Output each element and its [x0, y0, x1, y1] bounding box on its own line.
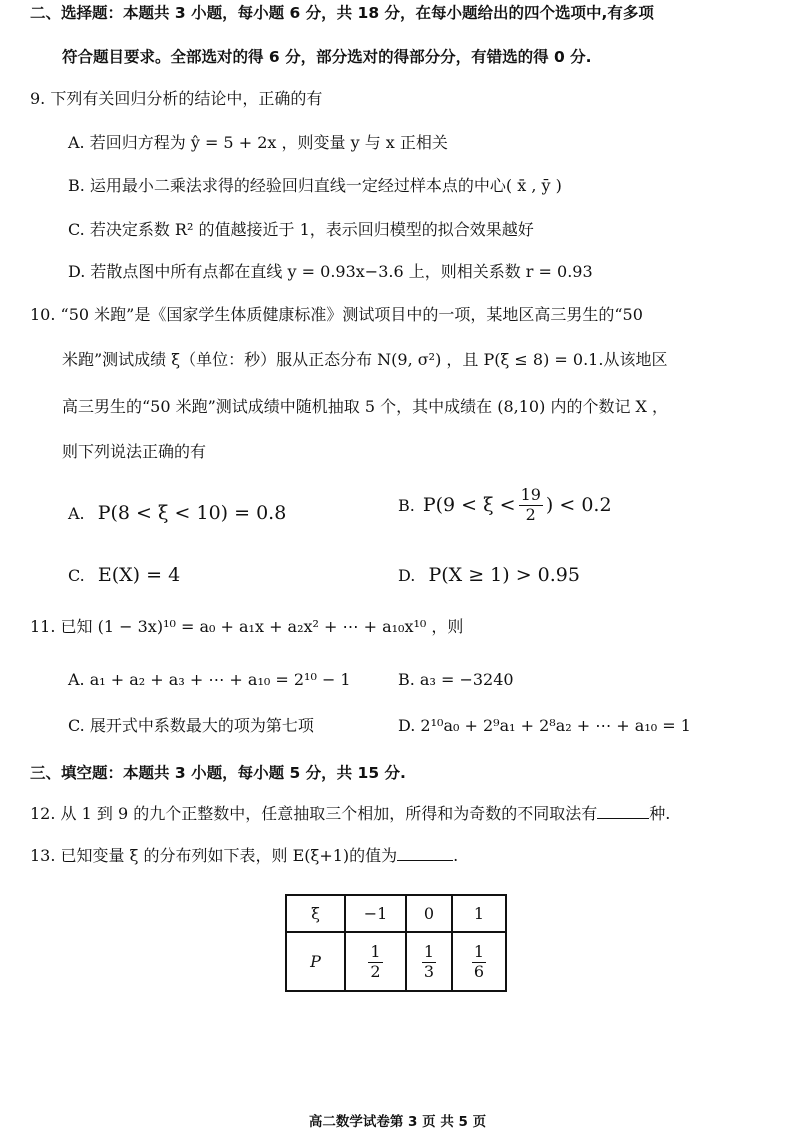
fraction-denominator: 6	[473, 962, 485, 981]
option-letter: C.	[68, 566, 85, 585]
question-9-stem: 9. 下列有关回归分析的结论中，正确的有	[30, 89, 323, 108]
option-expression-start: P(9 < ξ <	[422, 493, 516, 516]
probability-label: P	[310, 951, 321, 971]
question-11-stem: 11. 已知 (1 − 3x)¹⁰ = a₀ + a₁x + a₂x² + ⋯ + a₁₀x¹⁰ ，则	[30, 617, 464, 636]
table-cell: −1	[345, 895, 406, 932]
fraction-numerator: 1	[473, 942, 485, 962]
table-cell: 0	[406, 895, 452, 932]
fraction-numerator: 1	[423, 942, 435, 962]
question-10-line-4: 则下列说法正确的有	[62, 442, 207, 461]
option-expression-end: ) < 0.2	[545, 493, 612, 516]
question-12	[30, 804, 670, 823]
question-12-text: 12. 从 1 到 9 的九个正整数中，任意抽取三个相加，所得和为奇数的不同取法有	[30, 804, 598, 823]
question-11-option-c: C. 展开式中系数最大的项为第七项	[68, 716, 314, 735]
fraction-denominator: 2	[370, 962, 381, 981]
fraction	[472, 944, 486, 981]
option-expression: P(8 < ξ < 10) = 0.8	[97, 502, 287, 524]
fraction	[519, 487, 543, 524]
question-10-line-1: 10. “50 米跑”是《国家学生体质健康标准》测试项目中的一项，某地区高三男生的“50	[30, 305, 643, 324]
answer-blank	[397, 860, 453, 861]
question-9-option-b: B. 运用最小二乘法求得的经验回归直线一定经过样本点的中心( x̄ , ȳ )	[68, 176, 562, 195]
fraction	[368, 944, 382, 981]
option-letter: D.	[398, 566, 416, 585]
fraction-numerator: 1	[370, 942, 381, 962]
question-10-line-3: 高三男生的“50 米跑”测试成绩中随机抽取 5 个，其中成绩在 (8,10) 内的个数记 X ，	[62, 397, 669, 416]
question-9-option-a: A. 若回归方程为 ŷ = 5 + 2x ，则变量 y 与 x 正相关	[68, 133, 448, 152]
table-cell	[406, 932, 452, 991]
table-cell	[286, 932, 345, 991]
answer-blank	[597, 818, 649, 819]
distribution-table	[285, 894, 507, 992]
question-13-text: 13. 已知变量 ξ 的分布列如下表，则 E(ξ+1)的值为	[30, 846, 398, 865]
question-10-option-b	[398, 487, 612, 524]
question-10-line-2: 米跑”测试成绩 ξ（单位：秒）服从正态分布 N(9, σ²) ，且 P(ξ ≤ 8) = 0.1.从该地区	[62, 350, 668, 369]
question-12-suffix: 种.	[649, 804, 671, 823]
table-row	[286, 932, 506, 991]
question-9-option-d: D. 若散点图中所有点都在直线 y = 0.93x−3.6 上，则相关系数 r = 0.93	[68, 262, 593, 281]
question-9-option-c: C. 若决定系数 R² 的值越接近于 1，表示回归模型的拟合效果越好	[68, 220, 534, 239]
section-3-heading: 三、填空题：本题共 3 小题，每小题 5 分，共 15 分.	[30, 764, 406, 782]
section-2-instructions: 符合题目要求。全部选对的得 6 分，部分选对的得部分分，有错选的得 0 分.	[62, 48, 592, 66]
question-10-option-d	[398, 564, 580, 587]
table-cell	[452, 932, 506, 991]
option-letter: B.	[398, 495, 415, 515]
option-letter: A.	[68, 504, 85, 523]
question-11-option-d: D. 2¹⁰a₀ + 2⁹a₁ + 2⁸a₂ + ⋯ + a₁₀ = 1	[398, 716, 691, 735]
table-cell	[345, 932, 406, 991]
fraction-denominator: 3	[423, 962, 435, 981]
fraction	[422, 944, 436, 981]
fraction-denominator: 2	[525, 504, 536, 524]
question-13	[30, 846, 458, 865]
table-cell: ξ	[286, 895, 345, 932]
section-2-heading: 二、选择题：本题共 3 小题，每小题 6 分，共 18 分，在每小题给出的四个选项中,有多项	[30, 4, 654, 22]
question-10-option-c	[68, 564, 180, 587]
table-cell: 1	[452, 895, 506, 932]
fraction-numerator: 19	[520, 485, 541, 504]
question-10-option-a	[68, 502, 286, 525]
page-footer: 高二数学试卷第 3 页 共 5 页	[308, 1114, 487, 1130]
table-row	[286, 895, 506, 932]
question-11-option-b: B. a₃ = −3240	[398, 670, 514, 689]
option-expression: E(X) = 4	[97, 564, 181, 586]
option-expression: P(X ≥ 1) > 0.95	[428, 564, 580, 586]
question-11-option-a: A. a₁ + a₂ + a₃ + ⋯ + a₁₀ = 2¹⁰ − 1	[68, 670, 351, 689]
question-13-suffix: .	[453, 846, 459, 865]
